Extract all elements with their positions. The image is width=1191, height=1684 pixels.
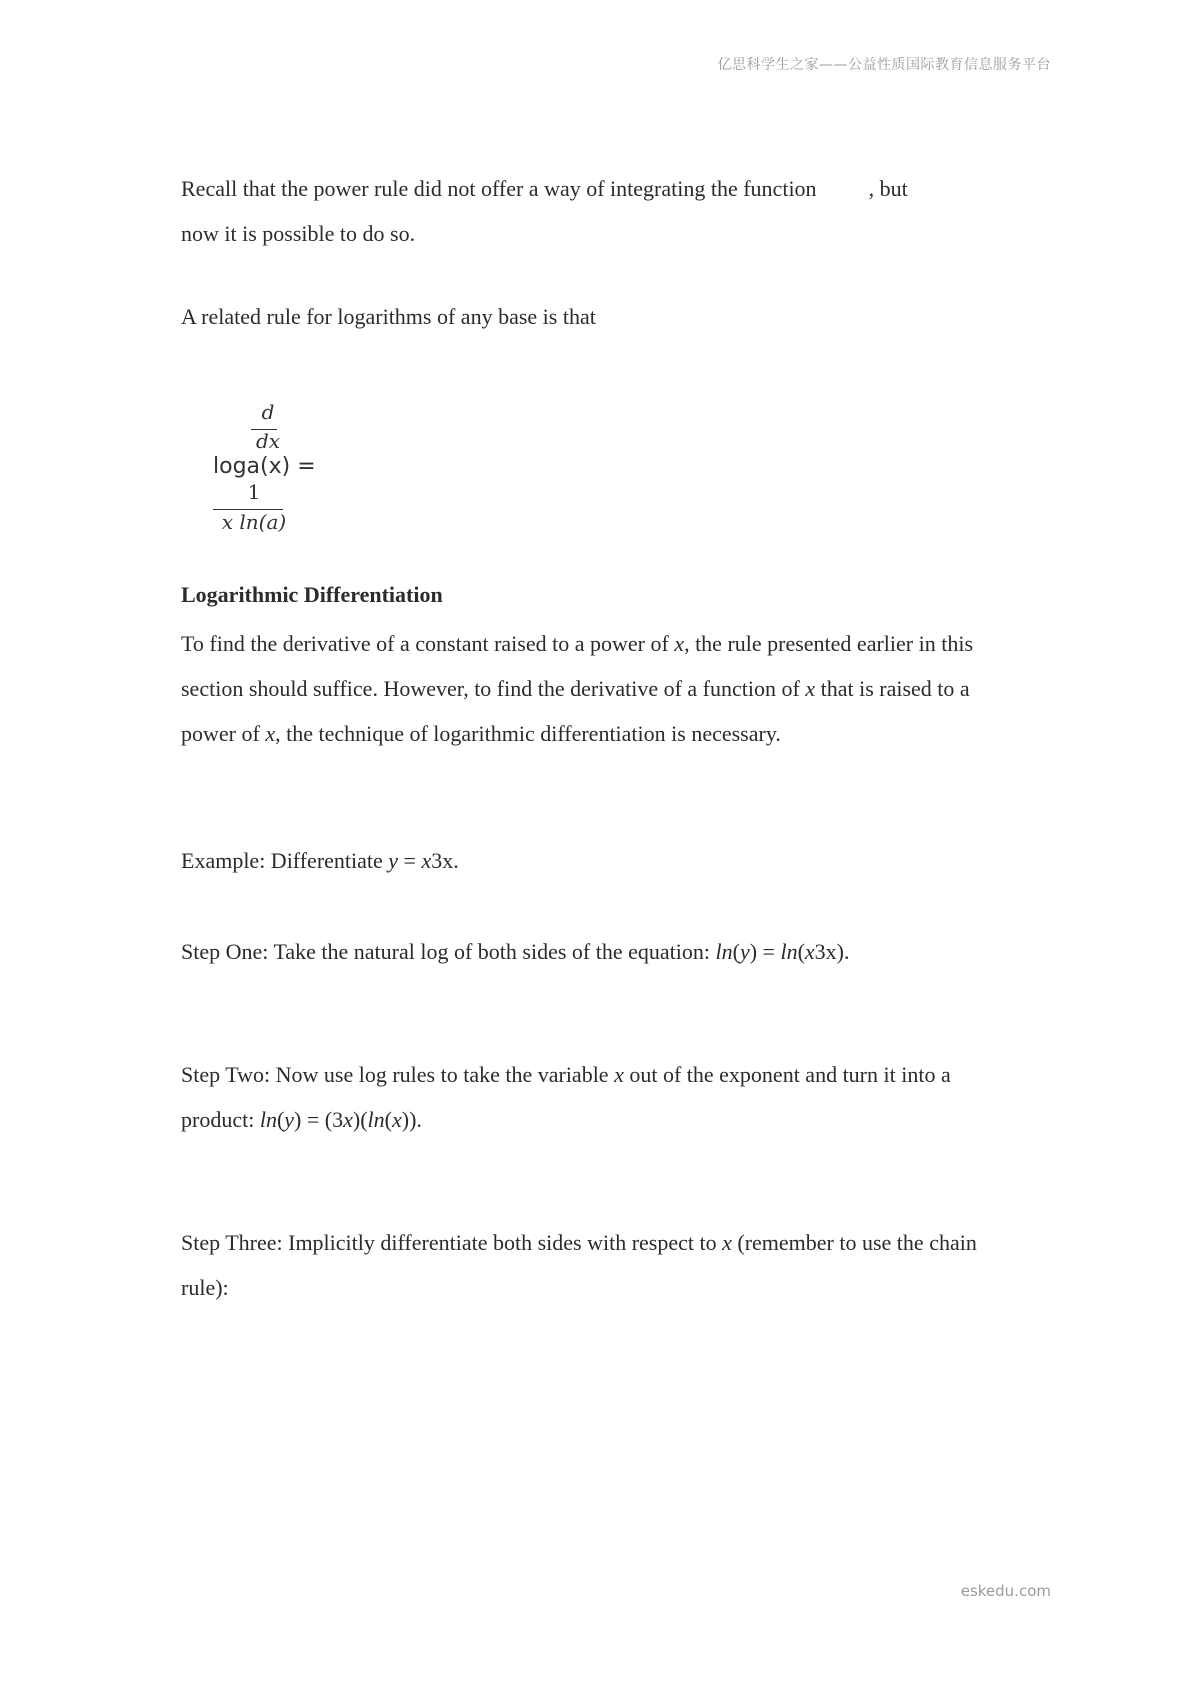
text-segment: , but (868, 176, 908, 201)
text-segment: ( (276, 1107, 285, 1132)
text-segment: ( (732, 939, 740, 964)
var-x: x (343, 1107, 353, 1132)
paragraph-related-rule: A related rule for logarithms of any base is that (181, 304, 596, 329)
var-x: x (674, 631, 685, 656)
formula-d: d (261, 400, 275, 424)
var-x: x (421, 848, 432, 873)
text-segment: Step One: Take the natural log of both sides of the equation: (181, 939, 716, 964)
ln: ln (367, 1107, 385, 1132)
page-footer: eskedu.com (960, 1582, 1051, 1600)
text-segment: Example: Differentiate (181, 848, 389, 873)
text-segment: )). (401, 1107, 422, 1132)
text-segment: (remember to use the chain rule): (181, 1230, 977, 1300)
text-segment: ( (384, 1107, 392, 1132)
text-segment: 3x. (431, 848, 459, 873)
paragraph-example (181, 838, 1021, 883)
var-x: x (391, 1107, 402, 1132)
text-segment: now it is possible to do so. (181, 221, 416, 246)
text-segment: , the technique of logarithmic differentiation is necessary. (275, 721, 781, 746)
text-segment: Step Three: Implicitly differentiate both sides with respect to (181, 1230, 723, 1255)
text-segment: Recall that the power rule did not offer a way of integrating the function (181, 176, 817, 201)
var-y: y (284, 1107, 295, 1132)
var-x: x (805, 676, 816, 701)
text-segment: ( (797, 939, 805, 964)
text-segment: )( (352, 1107, 368, 1132)
text-segment: Step Two: Now use log rules to take the variable (181, 1062, 615, 1087)
paragraph-step-one (181, 929, 1021, 974)
log-derivative-formula (213, 400, 323, 540)
var-x: x (614, 1062, 624, 1087)
ln: ln (715, 939, 733, 964)
formula-dx: dx (255, 429, 281, 453)
text-segment: , the rule presented earlier in this section should suffice. However, to find the derivative of a function of (181, 631, 974, 701)
text-segment: 3x). (814, 939, 850, 964)
text-segment: that is raised to a power of (181, 676, 970, 746)
var-x: x (265, 721, 276, 746)
text-segment: To find the derivative of a constant raised to a power of (181, 631, 675, 656)
paragraph-step-three (181, 1220, 1021, 1310)
var-y: y (739, 939, 750, 964)
var-x: x (722, 1230, 732, 1255)
formula-loga: loga(x) = (213, 454, 316, 479)
var-y: y (388, 848, 399, 873)
paragraph-step-two (181, 1052, 1021, 1142)
page-header: 亿思科学生之家——公益性质国际教育信息服务平台 (717, 57, 1051, 73)
text-segment: ) = (749, 939, 781, 964)
text-segment: ) = (3 (294, 1107, 344, 1132)
ln: ln (259, 1107, 277, 1132)
text-segment: out of the exponent and turn it into a product: (181, 1062, 951, 1132)
paragraph-power-rule (181, 166, 1021, 256)
formula-xlna: x ln(a) (221, 510, 287, 534)
section-heading: Logarithmic Differentiation (181, 582, 443, 607)
ln: ln (780, 939, 798, 964)
var-x: x (804, 939, 815, 964)
text-segment: = (398, 848, 422, 873)
formula-one: 1 (247, 480, 261, 504)
paragraph-log-diff (181, 621, 1021, 756)
